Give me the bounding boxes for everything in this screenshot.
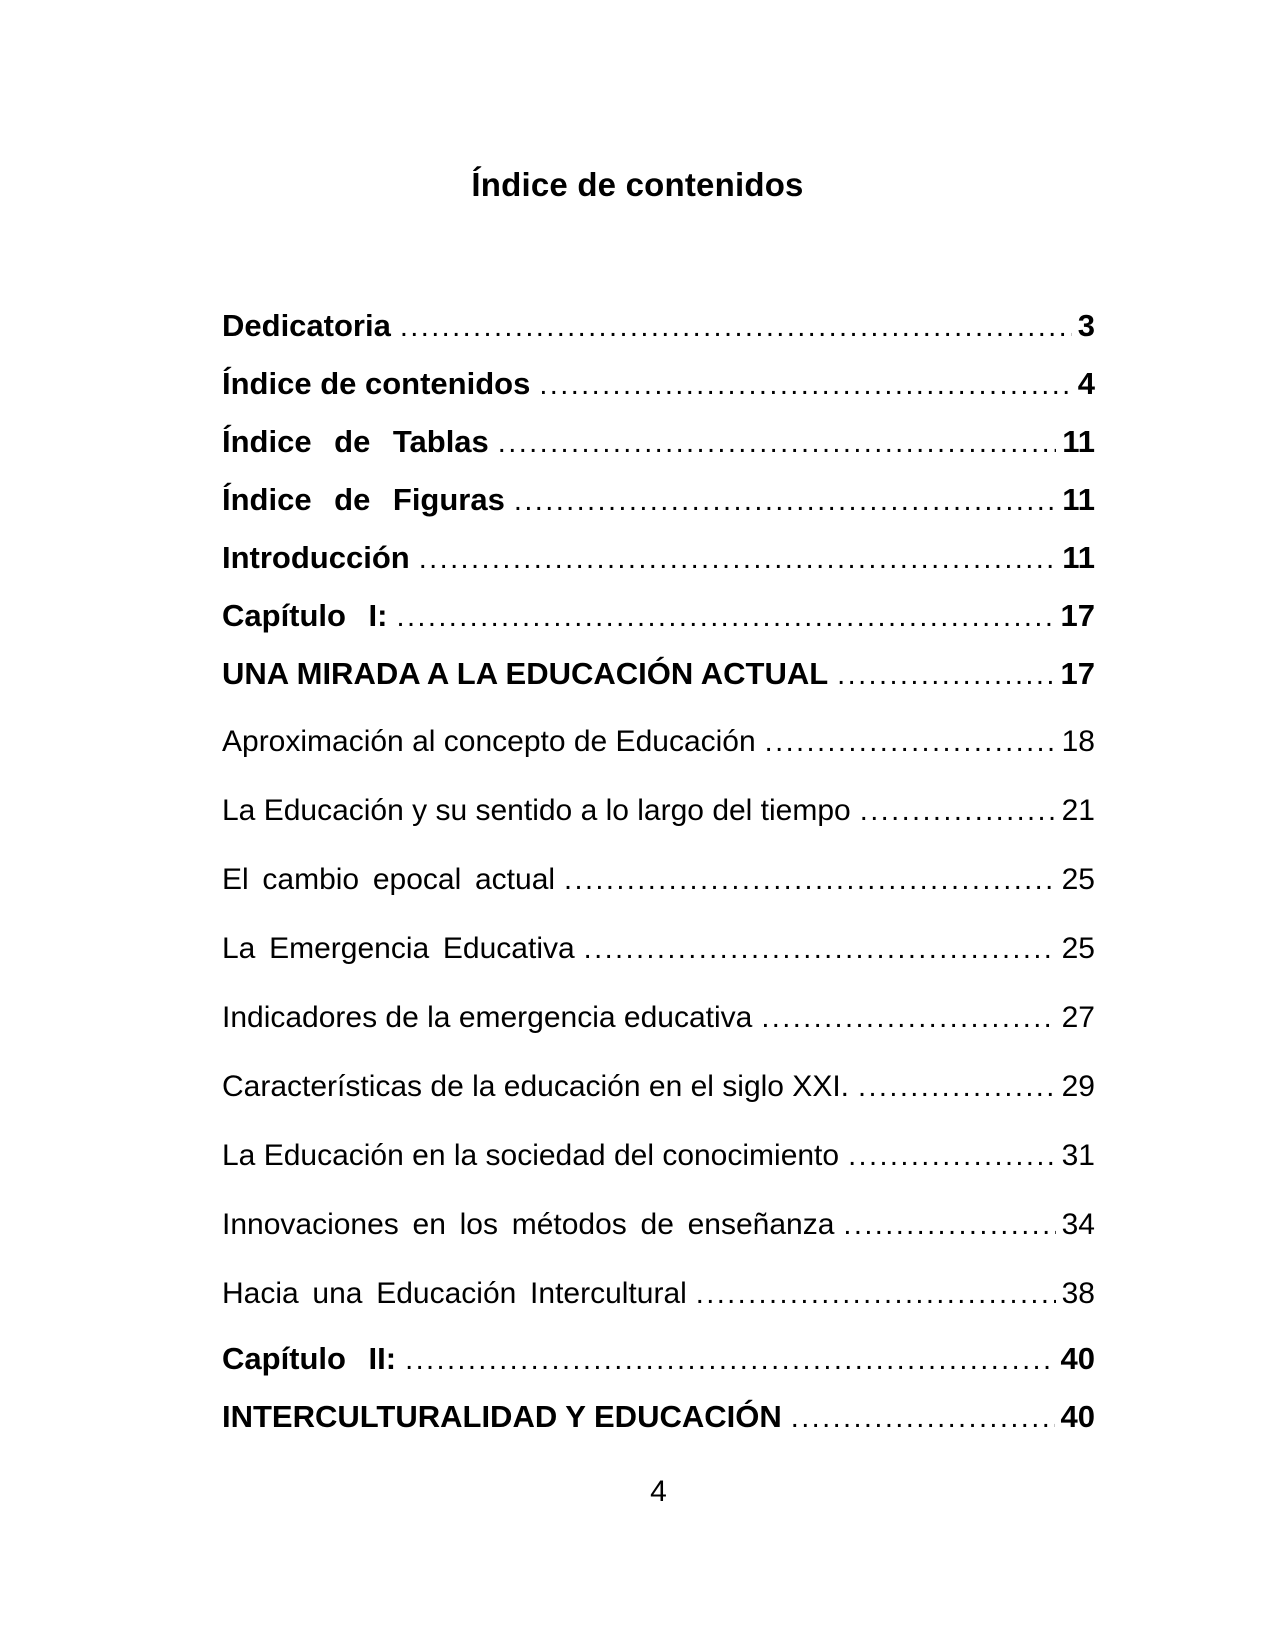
- toc-entry: [222, 529, 1095, 587]
- toc-entry-page-number: 11: [1062, 482, 1095, 517]
- toc-entry-page-number: 27: [1061, 1001, 1095, 1034]
- toc-entry: [222, 845, 1095, 914]
- toc-entry-page-number: 18: [1061, 725, 1095, 758]
- toc-entry-label: Índice de contenidos: [222, 366, 531, 401]
- toc-entry-page-number: 40: [1060, 1341, 1095, 1376]
- toc-entry-page-number: 4: [1077, 366, 1095, 401]
- toc-entry: [222, 471, 1095, 529]
- toc-entry-label: INTERCULTURALIDAD Y EDUCACIÓN: [222, 1399, 782, 1434]
- toc-entry-page-number: 31: [1061, 1139, 1095, 1172]
- toc-leader-dots: [405, 1331, 1054, 1389]
- toc-leader-dots: [858, 1053, 1056, 1122]
- toc-entry-label: El cambio epocal actual: [222, 863, 556, 896]
- toc-entry: [222, 1190, 1095, 1259]
- page-number-footer: 4: [650, 1475, 667, 1508]
- toc-leader-dots: [498, 414, 1056, 472]
- toc-entry: [222, 297, 1095, 355]
- toc-entry-label: Capítulo II:: [222, 1341, 397, 1376]
- toc-entry-label: Aproximación al concepto de Educación: [222, 725, 756, 758]
- toc-entry: [222, 413, 1095, 471]
- toc-leader-dots: [860, 777, 1056, 846]
- toc-entry-label: Introducción: [222, 540, 410, 575]
- toc-leader-dots: [765, 708, 1056, 777]
- toc-leader-dots: [396, 588, 1054, 646]
- toc-entry: [222, 587, 1095, 645]
- toc-entry-label: Innovaciones en los métodos de enseñanza: [222, 1208, 835, 1241]
- toc-entry: [222, 1388, 1095, 1446]
- toc-entry: [222, 776, 1095, 845]
- toc-leader-dots: [843, 1191, 1055, 1260]
- toc-entry-page-number: 17: [1060, 598, 1095, 633]
- toc-entry-page-number: 38: [1061, 1277, 1095, 1310]
- toc-leader-dots: [539, 356, 1071, 414]
- toc-entry-page-number: 11: [1062, 540, 1095, 575]
- toc-entry-label: La Educación en la sociedad del conocimiento: [222, 1139, 840, 1172]
- toc-leader-dots: [514, 472, 1056, 530]
- toc-entry-page-number: 17: [1060, 656, 1095, 691]
- toc-entry: [222, 1121, 1095, 1190]
- toc-leader-dots: [791, 1389, 1055, 1447]
- toc-entry-page-number: 25: [1061, 932, 1095, 965]
- toc-entry: [222, 1330, 1095, 1388]
- toc-leader-dots: [564, 846, 1056, 915]
- toc-entry-page-number: 11: [1062, 424, 1095, 459]
- toc-leader-dots: [848, 1122, 1056, 1191]
- toc-entry: [222, 355, 1095, 413]
- page-title: Índice de contenidos: [471, 166, 804, 203]
- toc-entry: [222, 1052, 1095, 1121]
- toc-entry-label: Hacia una Educación Intercultural: [222, 1277, 687, 1310]
- toc-leader-dots: [837, 646, 1054, 704]
- toc-leader-dots: [400, 298, 1072, 356]
- toc-entry-label: Dedicatoria: [222, 308, 391, 343]
- toc-entry: [222, 707, 1095, 776]
- toc-entry: [222, 983, 1095, 1052]
- toc-entry-label: Índice de Tablas: [222, 424, 489, 459]
- toc-entry-label: La Educación y su sentido a lo largo del tiempo: [222, 794, 851, 827]
- toc-entry-label: Indicadores de la emergencia educativa: [222, 1001, 753, 1034]
- toc-entry-page-number: 21: [1061, 794, 1095, 827]
- toc-entry-page-number: 3: [1077, 308, 1095, 343]
- toc-entry: [222, 645, 1095, 703]
- toc-entry: [222, 1259, 1095, 1328]
- toc-entry-page-number: 25: [1061, 863, 1095, 896]
- toc-leader-dots: [584, 915, 1056, 984]
- toc-entry-page-number: 29: [1061, 1070, 1095, 1103]
- toc-leader-dots: [696, 1260, 1056, 1329]
- toc-entry-label: Características de la educación en el siglo XXI.: [222, 1070, 849, 1103]
- toc-entry-label: La Emergencia Educativa: [222, 932, 575, 965]
- toc-entry: [222, 914, 1095, 983]
- toc-entry-label: Capítulo I:: [222, 598, 388, 633]
- toc-entry-label: Índice de Figuras: [222, 482, 505, 517]
- toc-leader-dots: [419, 530, 1057, 588]
- toc-entry-page-number: 34: [1061, 1208, 1095, 1241]
- toc-entry-page-number: 40: [1060, 1399, 1095, 1434]
- table-of-contents: [222, 297, 1095, 1446]
- toc-leader-dots: [761, 984, 1055, 1053]
- toc-entry-label: UNA MIRADA A LA EDUCACIÓN ACTUAL: [222, 656, 829, 691]
